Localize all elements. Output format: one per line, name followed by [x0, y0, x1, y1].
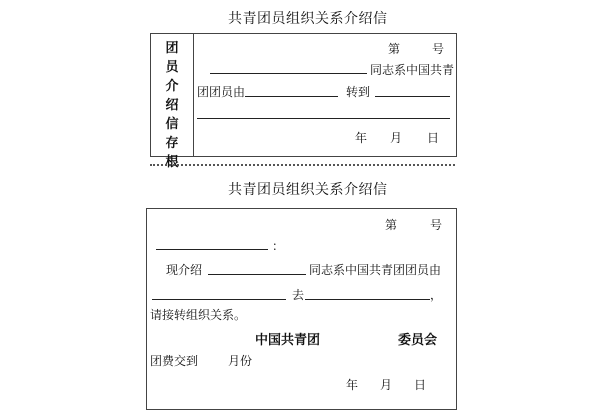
letter-to-blank[interactable]: [305, 299, 430, 300]
stub-side-char: 绍: [165, 98, 179, 113]
letter-colon: ：: [272, 239, 285, 253]
stub-side-char: 信: [165, 117, 179, 132]
stub-day: 日: [427, 131, 440, 145]
stub-month: 月: [390, 131, 403, 145]
stub-side-char: 介: [165, 79, 179, 94]
letter-number-label-2: 号: [430, 218, 443, 232]
stub-from-blank[interactable]: [245, 96, 338, 97]
letter-comma: ，: [430, 288, 443, 302]
letter-month: 月: [380, 378, 393, 392]
letter-league-org: 中国共青团: [255, 333, 321, 348]
stub-title: 共青团员组织关系介绍信: [228, 11, 388, 27]
letter-intro: 现介绍: [166, 263, 203, 277]
stub-number-label-1: 第: [388, 42, 401, 56]
letter-title: 共青团员组织关系介绍信: [228, 182, 388, 198]
letter-comrade-suffix: 同志系中国共青团团员由: [309, 263, 442, 277]
stub-transfer-to: 转到: [346, 85, 371, 99]
letter-dues-month: 月份: [228, 354, 253, 368]
stub-to-blank[interactable]: [375, 96, 450, 97]
stub-name-blank[interactable]: [210, 73, 367, 74]
letter-number-label-1: 第: [385, 218, 398, 232]
stub-comrade-suffix: 同志系中国共青: [370, 63, 455, 77]
stub-side-char: 团: [165, 41, 179, 56]
letter-day: 日: [414, 378, 427, 392]
letter-committee: 委员会: [398, 333, 438, 348]
letter-go-to: 去: [292, 288, 305, 302]
stub-side-char: 员: [165, 60, 179, 75]
stub-year: 年: [355, 131, 368, 145]
letter-year: 年: [346, 378, 359, 392]
stub-number-label-2: 号: [432, 42, 445, 56]
letter-name-blank[interactable]: [208, 274, 306, 275]
letter-dues-paid: 团费交到: [150, 354, 199, 368]
stub-divider: [193, 33, 194, 156]
stub-remark-blank[interactable]: [197, 118, 450, 119]
letter-please-accept: 请接转组织关系。: [150, 308, 247, 322]
tear-line: [150, 164, 455, 166]
stub-side-char: 存: [165, 136, 179, 151]
stub-member-from: 团团员由: [197, 85, 246, 99]
stub-side-char: 根: [165, 155, 179, 170]
letter-recipient-blank[interactable]: [156, 249, 268, 250]
stub-side-label: [164, 39, 180, 172]
letter-from-blank[interactable]: [152, 299, 286, 300]
